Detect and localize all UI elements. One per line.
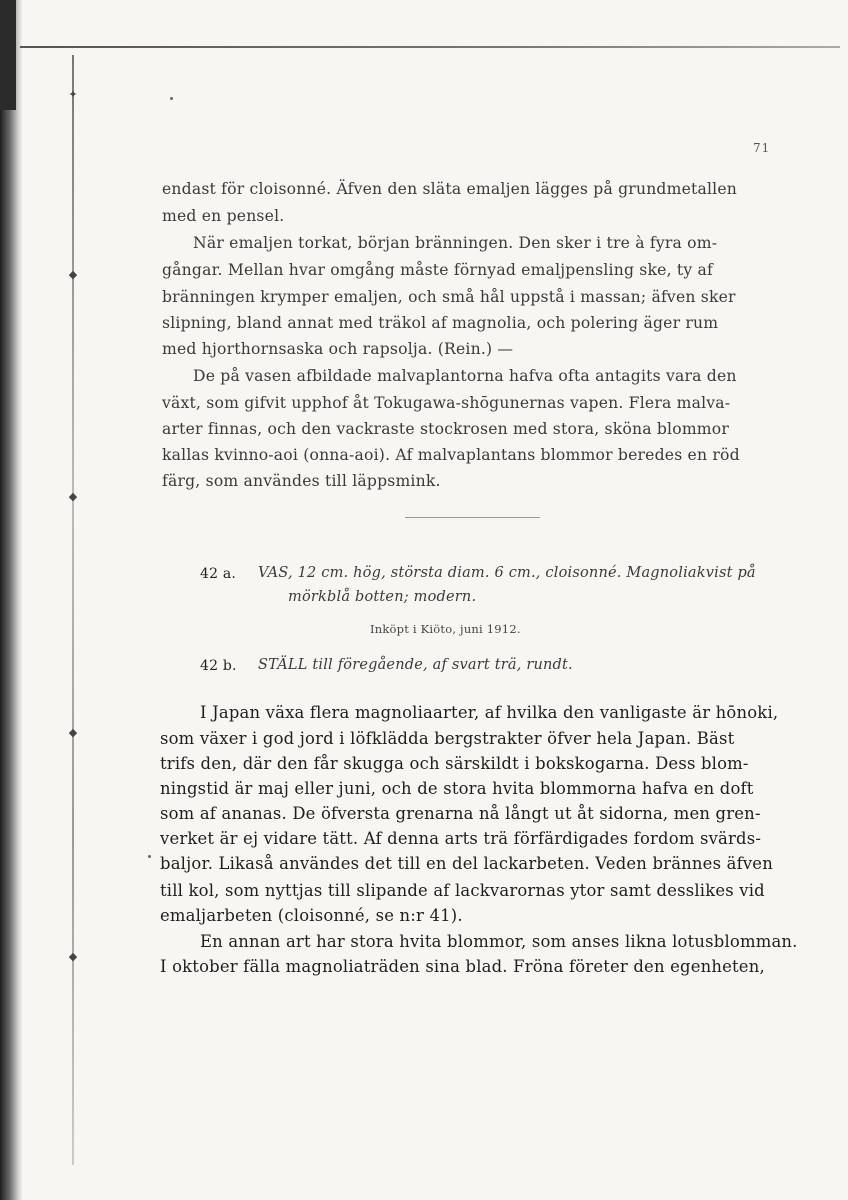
- text-line: trifs den, där den får skugga och särskildt i bokskogarna. Dess blom-: [160, 754, 749, 773]
- text-line: baljor. Likaså användes det till en del lackarbeten. Veden brännes äfven: [160, 854, 773, 873]
- text-line: emaljarbeten (cloisonné, se n:r 41).: [160, 906, 463, 925]
- text-line: En annan art har stora hvita blommor, som anses likna lotusblomman.: [200, 932, 798, 951]
- text-line: slipning, bland annat med träkol af magnolia, och polering äger rum: [162, 314, 719, 332]
- punch-mark-icon: ◆: [68, 490, 78, 503]
- item-title-cont: mörkblå botten; modern.: [288, 589, 477, 605]
- item-title: VAS, 12 cm. hög, största diam. 6 cm., cloisonné. Magnoliakvist på: [258, 565, 756, 581]
- text-line: arter finnas, och den vackraste stockrosen med stora, sköna blommor: [162, 420, 730, 438]
- section-divider: [405, 517, 540, 518]
- item-title: STÄLL till föregående, af svart trä, rundt.: [258, 657, 573, 673]
- text-line: kallas kvinno-aoi (onna-aoi). Af malvaplantans blommor beredes en röd: [162, 446, 740, 464]
- punch-mark-icon: ✦: [68, 88, 78, 101]
- item-label: 42 b.: [200, 658, 237, 674]
- text-line: som af ananas. De öfversta grenarna nå långt ut åt sidorna, men gren-: [160, 804, 761, 823]
- text-line: När emaljen torkat, början bränningen. Den sker i tre à fyra om-: [193, 234, 718, 252]
- scan-corner-shadow: [0, 0, 16, 110]
- text-line: endast för cloisonné. Äfven den släta emaljen lägges på grundmetallen: [162, 180, 738, 198]
- text-line: med en pensel.: [162, 207, 285, 225]
- punch-mark-icon: ◆: [68, 726, 78, 739]
- text-line: färg, som användes till läppsmink.: [162, 472, 441, 490]
- text-line: bränningen krymper emaljen, och små hål uppstå i massan; äfven sker: [162, 288, 736, 306]
- text-line: till kol, som nyttjas till slipande af lackvarornas ytor samt desslikes vid: [160, 881, 765, 900]
- speck: [170, 97, 173, 100]
- scan-left-edge: [0, 0, 22, 1200]
- text-line: med hjorthornsaska och rapsolja. (Rein.) —: [162, 340, 514, 358]
- provenance-note: Inköpt i Kiöto, juni 1912.: [370, 622, 521, 636]
- margin-rule: [72, 55, 74, 1165]
- text-line: verket är ej vidare tätt. Af denna arts trä förfärdigades fordom svärds-: [160, 829, 762, 848]
- page-number: 71: [753, 141, 771, 155]
- top-rule: [20, 46, 840, 48]
- punch-mark-icon: ◆: [68, 950, 78, 963]
- punch-mark-icon: ◆: [68, 268, 78, 281]
- text-line: som växer i god jord i löfklädda bergstrakter öfver hela Japan. Bäst: [160, 729, 735, 748]
- item-label: 42 a.: [200, 566, 237, 582]
- text-line: I Japan växa flera magnoliaarter, af hvilka den vanligaste är hōnoki,: [200, 703, 779, 722]
- text-line: De på vasen afbildade malvaplantorna hafva ofta antagits vara den: [193, 367, 737, 385]
- text-line: gångar. Mellan hvar omgång måste förnyad emaljpensling ske, ty af: [162, 261, 713, 279]
- text-line: växt, som gifvit upphof åt Tokugawa-shōgunernas vapen. Flera malva-: [162, 394, 731, 412]
- speck: [148, 855, 151, 858]
- text-line: ningstid är maj eller juni, och de stora hvita blommorna hafva en doft: [160, 779, 754, 798]
- text-line: I oktober fälla magnoliaträden sina blad. Fröna företer den egenheten,: [160, 957, 765, 976]
